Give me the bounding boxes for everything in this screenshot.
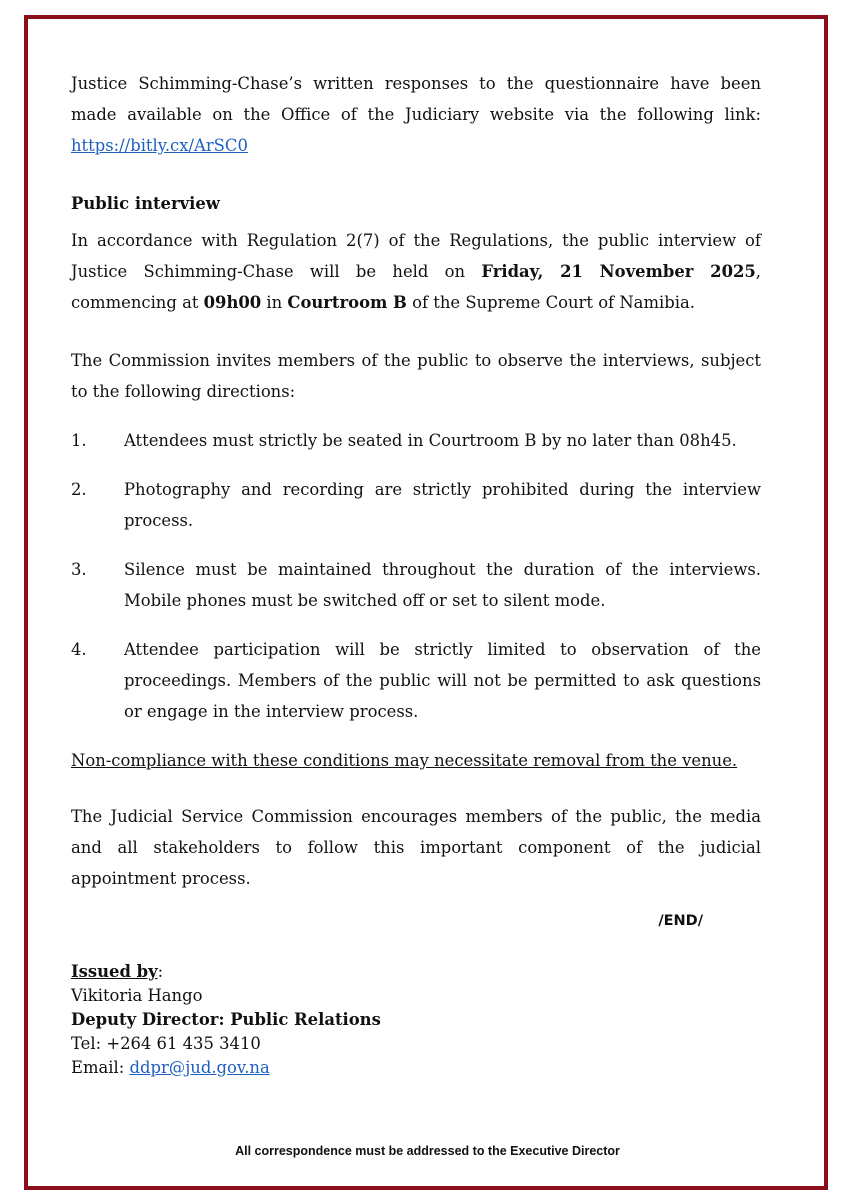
interview-date: Friday, 21 November 2025 <box>481 262 756 281</box>
issued-by-label: Issued by <box>71 962 158 981</box>
issuer-email-line <box>71 1056 761 1080</box>
direction-number: 2. <box>71 480 87 499</box>
direction-item <box>71 474 761 536</box>
direction-item <box>71 634 761 727</box>
direction-text: Photography and recording are strictly prohibited during the interview process. <box>124 480 761 530</box>
direction-text: Attendees must strictly be seated in Courtroom B by no later than 08h45. <box>124 431 737 450</box>
email-label: Email: <box>71 1058 130 1077</box>
issuer-tel: Tel: +264 61 435 3410 <box>71 1034 261 1053</box>
direction-number: 4. <box>71 640 87 659</box>
interview-text-a: In accordance with Regulation 2(7) of the Regulations, the public interview of Justice Schimming-Chase will be held on <box>71 231 761 281</box>
compliance-notice: Non-compliance with these conditions may necessitate removal from the venue. <box>71 751 738 770</box>
issued-by-colon: : <box>157 962 164 981</box>
interview-time: 09h00 <box>203 293 262 312</box>
intro-paragraph <box>71 68 761 161</box>
section-heading-public-interview: Public interview <box>71 194 220 213</box>
interview-paragraph <box>71 225 761 318</box>
directions-list <box>71 425 761 727</box>
closing-paragraph: The Judicial Service Commission encourages members of the public, the media and all stakeholders to follow this important component of the judicial appointment process. <box>71 807 761 888</box>
issued-by-label-line <box>71 960 761 984</box>
direction-number: 3. <box>71 560 87 579</box>
questionnaire-link[interactable]: https://bitly.cx/ArSC0 <box>71 136 248 155</box>
document-body <box>71 68 761 1080</box>
direction-text: Silence must be maintained throughout the duration of the interviews. Mobile phones must be switched off or set to silent mode. <box>124 560 761 610</box>
footer-note: All correspondence must be addressed to the Executive Director <box>235 1144 620 1158</box>
issuer-name: Vikitoria Hango <box>71 986 203 1005</box>
direction-item <box>71 554 761 616</box>
interview-text-c: in <box>261 293 288 312</box>
interview-text-b: , commencing at <box>71 262 761 312</box>
issued-by-block <box>71 960 761 1080</box>
end-mark: /END/ <box>658 913 703 929</box>
interview-venue: Courtroom B <box>287 293 407 312</box>
direction-item <box>71 425 761 456</box>
issuer-title: Deputy Director: Public Relations <box>71 1010 381 1029</box>
invitation-paragraph: The Commission invites members of the public to observe the interviews, subject to the following directions: <box>71 351 761 401</box>
intro-text: Justice Schimming-Chase’s written responses to the questionnaire have been made available on the Office of the Judiciary website via the following link: <box>71 74 761 124</box>
email-link[interactable]: ddpr@jud.gov.na <box>129 1058 270 1077</box>
interview-text-d: of the Supreme Court of Namibia. <box>406 293 695 312</box>
direction-number: 1. <box>71 431 87 450</box>
direction-text: Attendee participation will be strictly limited to observation of the proceedings. Members of the public will not be permitted to ask questions or engage in the interview process. <box>124 640 761 721</box>
